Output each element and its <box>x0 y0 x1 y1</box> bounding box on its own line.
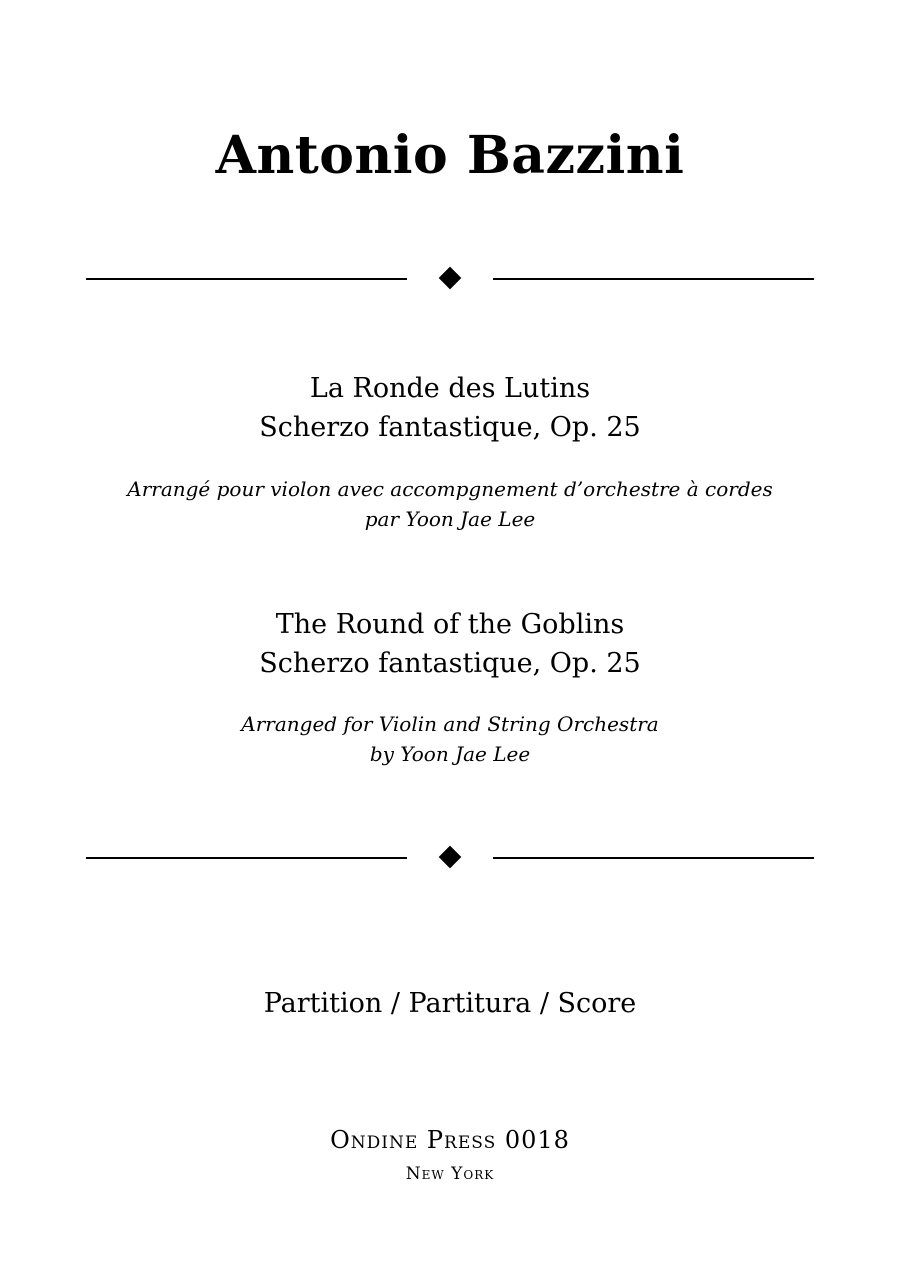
divider-line-left <box>86 278 407 280</box>
divider-line-right <box>493 857 814 859</box>
composer-name: Antonio Bazzini <box>215 125 685 186</box>
bottom-ornament-divider <box>86 848 814 868</box>
french-title: La Ronde des Lutins <box>309 373 591 404</box>
english-arrangement: Arranged for Violin and String Orchestra <box>241 712 659 736</box>
divider-line-right <box>493 278 814 280</box>
english-arranger: by Yoon Jae Lee <box>369 742 531 766</box>
score-label: Partition / Partitura / Score <box>263 988 637 1019</box>
english-subtitle: Scherzo fantastique, Op. 25 <box>259 648 641 679</box>
top-ornament-divider <box>86 269 814 289</box>
publisher-name: Ondine Press 0018 <box>330 1126 570 1154</box>
french-subtitle: Scherzo fantastique, Op. 25 <box>259 412 641 443</box>
french-arranger: par Yoon Jae Lee <box>364 507 536 531</box>
french-arrangement: Arrangé pour violon avec accompgnement d’orchestre à cordes <box>127 477 773 501</box>
publisher-city: New York <box>405 1164 495 1184</box>
diamond-ornament-icon <box>439 267 462 290</box>
divider-line-left <box>86 857 407 859</box>
english-title: The Round of the Goblins <box>275 609 625 640</box>
diamond-ornament-icon <box>439 846 462 869</box>
